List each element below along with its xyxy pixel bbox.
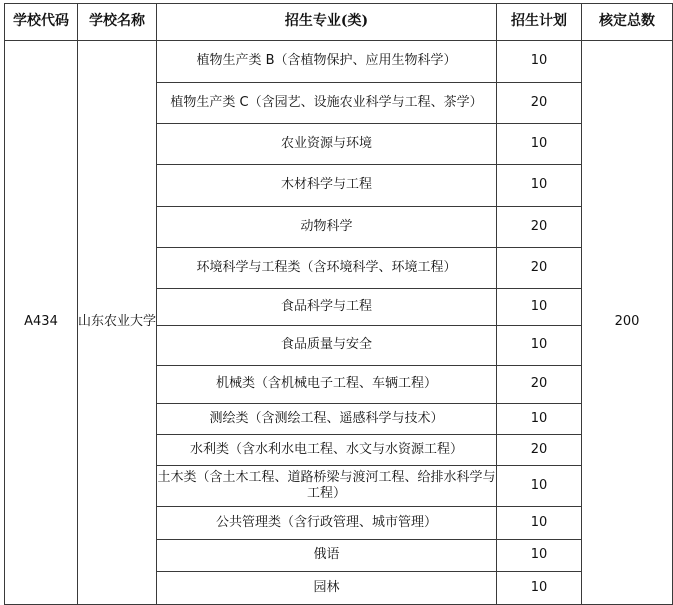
header-school-name: 学校名称 — [78, 4, 157, 41]
plan-count-cell: 10 — [497, 41, 582, 83]
header-major: 招生专业(类) — [157, 4, 497, 41]
major-name-cell: 植物生产类 C（含园艺、设施农业科学与工程、茶学） — [157, 83, 497, 124]
major-name-cell: 测绘类（含测绘工程、遥感科学与技术） — [157, 404, 497, 435]
major-name-cell: 动物科学 — [157, 207, 497, 248]
major-name-cell: 环境科学与工程类（含环境科学、环境工程） — [157, 248, 497, 289]
major-name-cell: 水利类（含水利水电工程、水文与水资源工程） — [157, 435, 497, 466]
plan-count-cell: 10 — [497, 165, 582, 207]
table-cutoff-edge — [4, 596, 672, 600]
plan-count-cell: 10 — [497, 466, 582, 507]
admission-plan-table — [4, 3, 673, 605]
header-row — [5, 4, 673, 41]
header-plan: 招生计划 — [497, 4, 582, 41]
header-total: 核定总数 — [582, 4, 673, 41]
plan-count-cell: 20 — [497, 435, 582, 466]
header-school-code: 学校代码 — [5, 4, 78, 41]
table-row — [5, 41, 673, 83]
plan-count-cell: 20 — [497, 248, 582, 289]
plan-count-cell: 10 — [497, 289, 582, 326]
plan-count-cell: 20 — [497, 366, 582, 404]
plan-count-cell: 10 — [497, 540, 582, 572]
plan-count-cell: 10 — [497, 507, 582, 540]
major-name-cell: 食品科学与工程 — [157, 289, 497, 326]
major-name-cell: 食品质量与安全 — [157, 326, 497, 366]
plan-count-cell: 20 — [497, 83, 582, 124]
plan-count-cell: 10 — [497, 124, 582, 165]
major-name-cell: 俄语 — [157, 540, 497, 572]
plan-count-cell: 10 — [497, 572, 582, 605]
school-name-cell: 山东农业大学 — [78, 41, 157, 605]
plan-count-cell: 20 — [497, 207, 582, 248]
plan-count-cell: 10 — [497, 404, 582, 435]
major-name-cell: 机械类（含机械电子工程、车辆工程） — [157, 366, 497, 404]
major-name-cell: 公共管理类（含行政管理、城市管理） — [157, 507, 497, 540]
school-code-cell: A434 — [5, 41, 78, 605]
plan-count-cell: 10 — [497, 326, 582, 366]
major-name-cell: 木材科学与工程 — [157, 165, 497, 207]
major-name-cell: 农业资源与环境 — [157, 124, 497, 165]
major-name-cell: 园林 — [157, 572, 497, 605]
major-name-cell: 植物生产类 B（含植物保护、应用生物科学） — [157, 41, 497, 83]
total-quota-cell: 200 — [582, 41, 673, 605]
major-name-cell: 土木类（含土木工程、道路桥梁与渡河工程、给排水科学与工程） — [157, 466, 497, 507]
